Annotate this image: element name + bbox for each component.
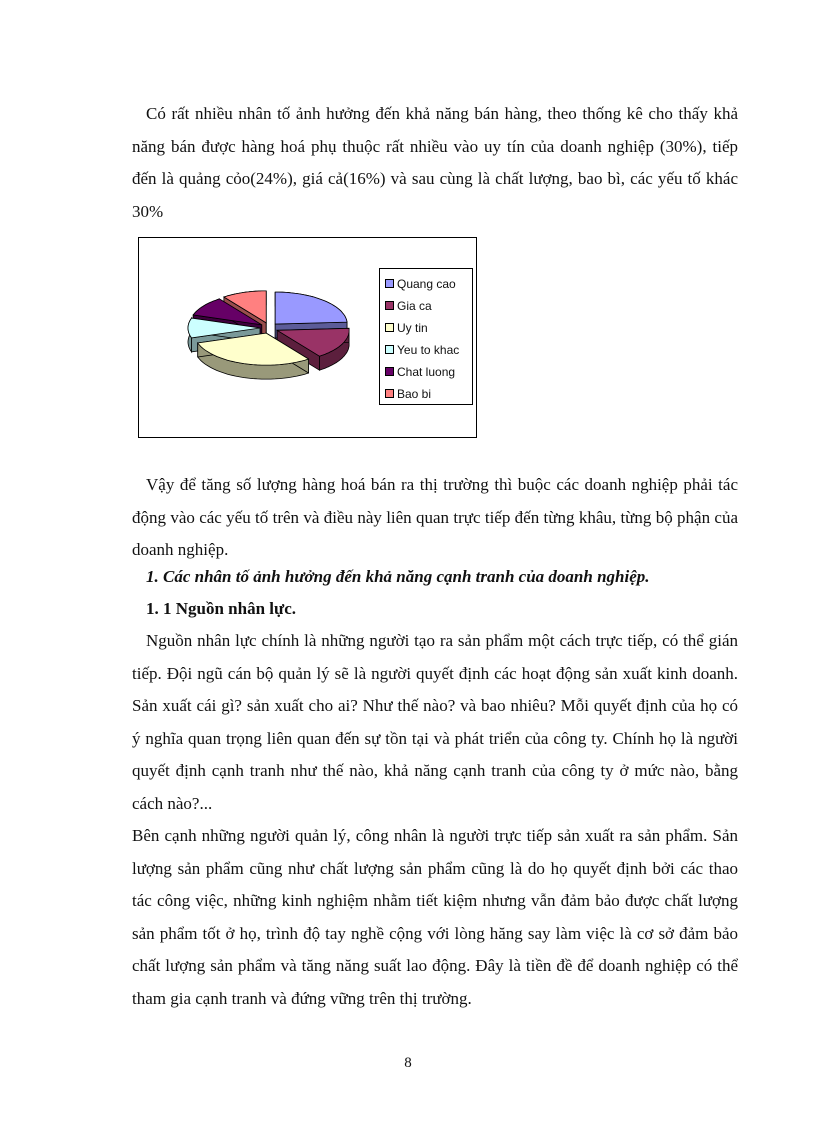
legend-swatch [385,389,394,398]
legend-item [385,319,428,337]
paragraph-4: Bên cạnh những người quản lý, công nhân là người trực tiếp sản xuất ra sản phẩm. Sản lượng sản phẩm cũng như chất lượng sản phẩm cũng là do họ quyết định bởi các thao tác công việc, những kinh nghiệm nhằm tiết kiệm nhưng vẫn đảm bảo được chất lượng sản phẩm tốt ở họ, trình độ tay nghề cộng với lòng hăng say làm việc là cơ sở đảm bảo chất lượng sản phẩm và tăng năng suất lao động. Đây là tiền đề để doanh nghiệp có thể tham gia cạnh tranh và đứng vững trên thị trường. [132,826,738,1008]
legend-label: Chat luong [397,365,456,379]
subsection-heading: 1. 1 Nguồn nhân lực. [146,599,297,618]
chart-legend [379,268,473,405]
intro-paragraph: Có rất nhiều nhân tố ảnh hưởng đến khả năng bán hàng, theo thống kê cho thấy khả năng bán được hàng hoá phụ thuộc rất nhiều vào uy tín của doanh nghiệp (30%), tiếp đến là quảng cỏo(24%), giá cả(16%) và sau cùng là chất lượng, bao bì, các yếu tố khác 30% [132,104,738,221]
pie-chart [138,237,477,438]
legend-label: Yeu to khac [397,343,460,357]
legend-label: Quang cao [397,277,456,291]
legend-item [385,363,455,381]
page-number: 8 [404,1055,412,1071]
paragraph-3: Nguồn nhân lực chính là những người tạo ra sản phẩm một cách trực tiếp, có thể gián tiếp. Đội ngũ cán bộ quản lý sẽ là người quyết định các hoạt động sản xuất kinh doanh. Sản xuất cái gì? sản xuất cho ai? Như thế nào? và bao nhiêu? Mỗi quyết định của họ có ý nghĩa quan trọng liên quan đến sự tồn tại và phát triển của công ty. Chính họ là người quyết định cạnh tranh như thế nào, khả năng cạnh tranh của công ty ở mức nào, bằng cách nào?... [132,631,738,813]
legend-swatch [385,301,394,310]
legend-label: Bao bi [397,387,432,401]
legend-swatch [385,367,394,376]
legend-label: Gia ca [397,299,432,313]
legend-item [385,297,432,315]
legend-item [385,275,456,293]
pie-chart-plot [139,238,371,437]
legend-swatch [385,279,394,288]
section-heading: 1. Các nhân tố ảnh hưởng đến khả năng cạnh tranh của doanh nghiệp. [146,567,650,586]
legend-swatch [385,345,394,354]
legend-item [385,341,459,359]
paragraph-2: Vậy để tăng số lượng hàng hoá bán ra thị trường thì buộc các doanh nghiệp phải tác động vào các yếu tố trên và điều này liên quan trực tiếp đến từng khâu, từng bộ phận của doanh nghiệp. [132,475,738,559]
legend-label: Uy tin [397,321,428,335]
legend-swatch [385,323,394,332]
legend-item [385,385,431,403]
